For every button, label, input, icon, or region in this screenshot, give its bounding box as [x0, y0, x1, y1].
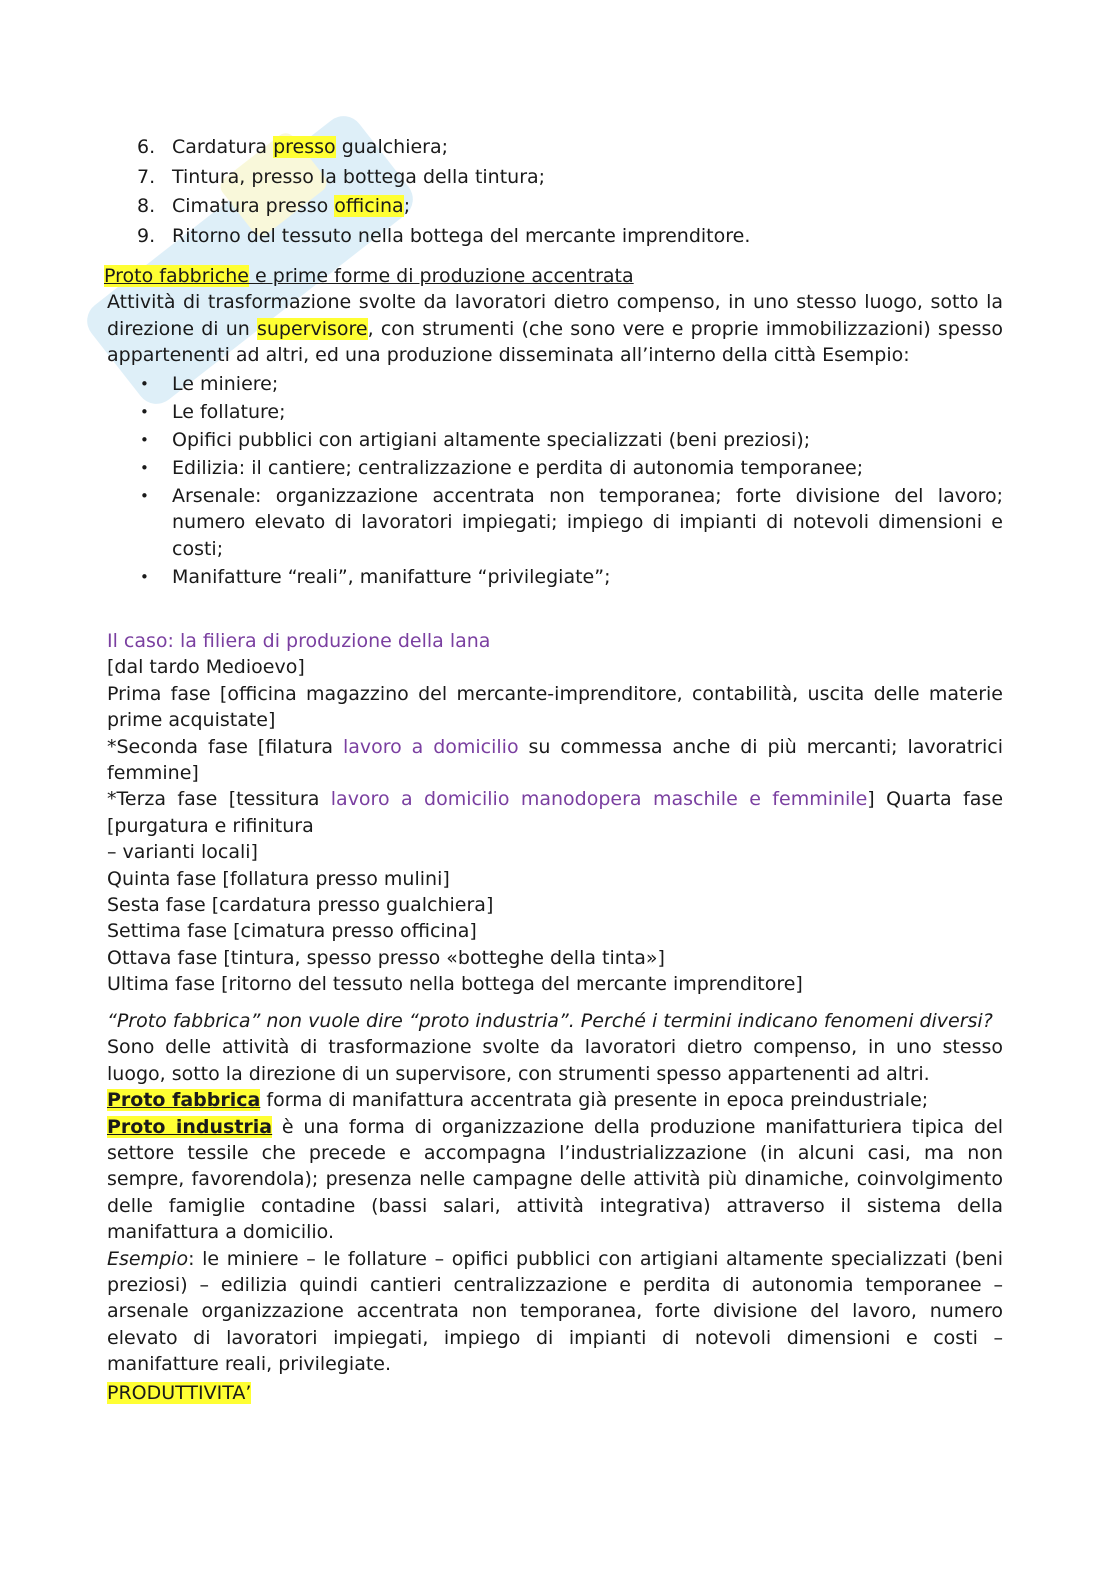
text-line: *Terza fase [tessitura lavoro a domicilio manodopera maschile e femminile] Quarta fase [purgatura e rifinitura — [107, 788, 1004, 837]
text-line: *Seconda fase [filatura lavoro a domicilio su commessa anche di più mercanti; lavoratrici femmine] — [107, 735, 1003, 785]
text-line: Settima fase [cimatura presso officina] — [107, 920, 477, 943]
text-line: – varianti locali] — [107, 841, 258, 864]
text-line: Ottava fase [tintura, spesso presso «botteghe della tinta»] — [107, 946, 665, 969]
final-heading: PRODUTTIVITA’ — [107, 1381, 252, 1404]
section-paragraph: Attività di trasformazione svolte da lavoratori dietro compenso, in uno stesso luogo, sotto la direzione di un supervisore, con strumenti (che sono vere e proprie immobilizzazioni) spesso appartenenti ad altri, ed una produzione disseminata all’interno della città Esempio: — [107, 291, 1003, 367]
list-item: 9. Ritorno del tessuto nella bottega del mercante imprenditore. — [137, 224, 751, 247]
list-item: • Edilizia: il cantiere; centralizzazione e perdita di autonomia temporanee; — [140, 456, 864, 479]
list-item: • Manifatture “reali”, manifatture “privilegiate”; — [140, 565, 611, 588]
example-text: Esempio: le miniere – le follature – opifici pubblici con artigiani altamente specializzati (beni preziosi) – edilizia quindi cantieri centralizzazione e perdita di autonomia temporanee – arsenale organizzazione accentrata non temporanea, forte divisione del lavoro, numero elevato di lavoratori impiegati, impiego di impianti di notevoli dimensioni e costi – manifatture reali, privilegiate. — [107, 1247, 1003, 1376]
list-item: • Arsenale: organizzazione accentrata non temporanea; forte divisione del lavoro; numero elevato di lavoratori impiegati; impiego di impianti di notevoli dimensioni e costi; — [140, 484, 1003, 560]
list-item: 8. Cimatura presso officina; — [137, 195, 411, 217]
bullet-list — [107, 371, 1003, 591]
text-line: [dal tardo Medioevo] — [107, 656, 305, 679]
section-title: Il caso: la filiera di produzione della lana — [107, 630, 491, 652]
section-proto-industria — [107, 1008, 1003, 1406]
list-item: • Le miniere; — [140, 372, 279, 395]
list-item: 6. Cardatura presso gualchiera; — [137, 136, 449, 158]
text-line: Sesta fase [cardatura presso gualchiera] — [107, 894, 494, 917]
question-text: “Proto fabbrica” non vuole dire “proto industria”. Perché i termini indicano fenomeni diversi? — [107, 1010, 993, 1032]
list-item: • Opifici pubblici con artigiani altamente specializzati (beni preziosi); — [140, 428, 811, 451]
section-filiera-lana — [107, 628, 1003, 998]
section-heading: Proto fabbriche e prime forme di produzione accentrata — [104, 265, 634, 287]
answer-text: Sono delle attività di trasformazione svolte da lavoratori dietro compenso, in uno stesso luogo, sotto la direzione di un supervisore, con strumenti spesso appartenenti ad altri. — [107, 1036, 1003, 1085]
text-line: Prima fase [officina magazzino del mercante-imprenditore, contabilità, uscita delle materie prime acquistate] — [107, 682, 1003, 732]
text-line: Ultima fase [ritorno del tessuto nella bottega del mercante imprenditore] — [107, 973, 803, 996]
list-item: • Le follature; — [140, 400, 286, 423]
list-item: 7. Tintura, presso la bottega della tintura; — [137, 165, 546, 188]
section-proto-fabbriche — [104, 263, 1003, 590]
definition-proto-fabbrica: Proto fabbrica forma di manifattura accentrata già presente in epoca preindustriale; — [107, 1089, 929, 1112]
text-line: Quinta fase [follatura presso mulini] — [107, 867, 450, 890]
numbered-list — [107, 133, 1003, 251]
definition-proto-industria: Proto industria è una forma di organizzazione della produzione manifatturiera tipica del settore tessile che precede e accompagna l’industrializzazione (in alcuni casi, ma non sempre, favorendola); presenza nelle campagne delle attività più dinamiche, coinvolgimento delle famiglie contadine (bassi salari, attività integrativa) attraverso il sistema della manifattura a domicilio. — [107, 1115, 1003, 1244]
